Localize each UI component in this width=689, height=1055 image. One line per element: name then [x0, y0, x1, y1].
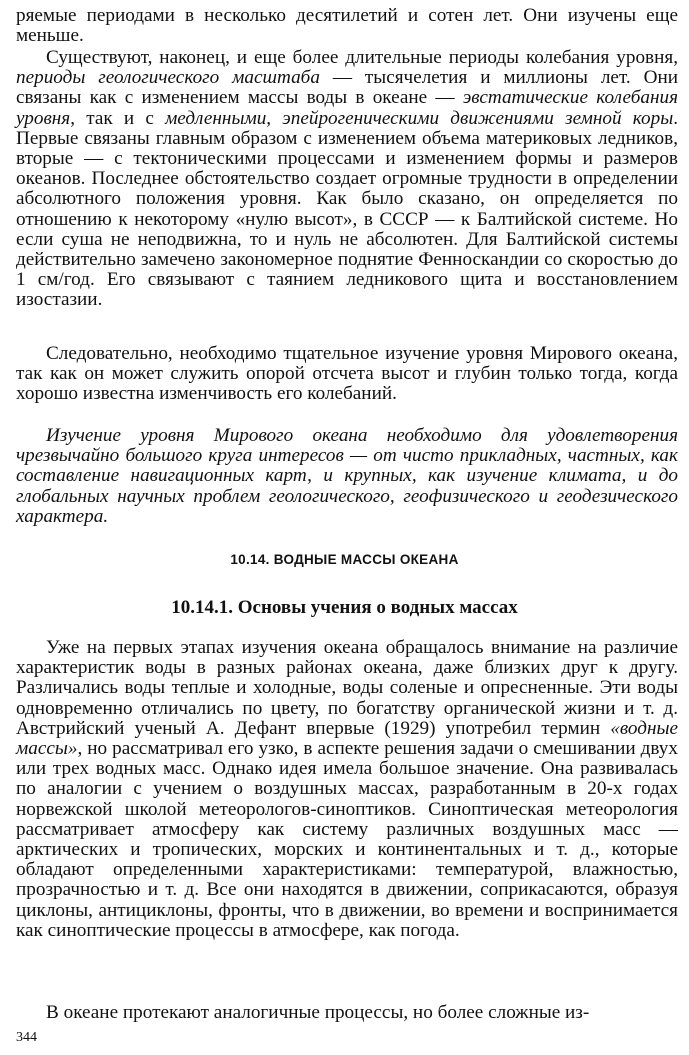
text-run: — тысячелетия и миллионы лет. Они связаны как с изменением массы воды в океане —	[16, 67, 678, 109]
paragraph-ocean-processes: В океане протекают аналогичные процессы, но более сложные из-	[46, 1002, 590, 1023]
text-run: . Первые связаны главным образом с изменением объема материковых ледников, вторые — с тектоническими процессами и изменением формы и размеров океанов. Последнее обстоятельство создает огромные трудности в определении абсолютного положения уровня. Как было сказано, он определяется по отношению к некоторому «нулю высот», в СССР — к Балтийской системе. Но если суша не неподвижна, то и нуль не абсолютен. Для Балтийской системы действительно замечено закономерное поднятие Фенноскандии со скоростью до 1 см/год. Его связывают с таянием ледникового щита и восстановлением изостазии.	[16, 107, 678, 311]
paragraph-italic-summary: Изучение уровня Мирового океана необходимо для удовлетворения чрезвычайно большого круга интересов — от чисто прикладных, частных, как составление навигационных карт, и крупных, как изучение климата, и до глобальных научных проблем геологического, геофизического и геодезического характера.	[16, 425, 678, 527]
page-number: 344	[16, 1030, 37, 1045]
text-run: Существуют, наконец, и еще более длительные периоды колебания уровня,	[46, 47, 678, 68]
text-run: Уже на первых этапах изучения океана обращалось внимание на различие характеристик воды в разных районах океана, даже близких друг к другу. Различались воды теплые и холодные, воды соленые и опресненные. Эти воды одновременно отличались по цвету, по богатству органической жизни и т. д. Австрийский ученый А. Дефант впервые (1929) употребил термин	[16, 637, 678, 739]
subsection-heading: 10.14.1. Основы учения о водных массах	[171, 597, 518, 618]
paragraph-geological-periods	[16, 48, 678, 311]
paragraph-continuation: ряемые периодами в несколько десятилетий и сотен лет. Они изучены еще меньше.	[16, 5, 678, 47]
italic-term: медленными, эпейрогеническими движениями земной коры	[165, 107, 674, 129]
italic-term: периоды геологического масштаба	[16, 67, 320, 89]
text-run: , так и с	[70, 107, 166, 129]
paragraph-conclusion: Следовательно, необходимо тщательное изучение уровня Мирового океана, так как он может служить опорой отсчета высот и глубин только тогда, когда хорошо известна изменчивость его колебаний.	[16, 343, 678, 405]
paragraph-water-masses	[16, 638, 678, 941]
italic-term: эвстатические колебания уровня	[16, 87, 678, 129]
italic-term: «водные массы»	[16, 717, 678, 760]
text-run: , но рассматривал его узко, в аспекте решения задачи о смешивании двух или трех водных масс. Однако идея имела большое значение. Она развивалась по аналогии с учением о воздушных массах, разработанным в 20-х годах норвежской школой метеорологов-синоптиков. Синоптическая метеорология рассматривает атмосферу как систему различных воздушных масс — арктических и тропических, морских и континентальных и т. д., которые обладают определенными характеристиками: температурой, влажностью, прозрачностью и т. д. Все они находятся в движении, соприкасаются, образуя циклоны, антициклоны, фронты, что в движении, во времени и воспринимается как синоптические процессы в атмосфере, как погода.	[16, 738, 678, 941]
section-heading: 10.14. ВОДНЫЕ МАССЫ ОКЕАНА	[230, 552, 459, 567]
